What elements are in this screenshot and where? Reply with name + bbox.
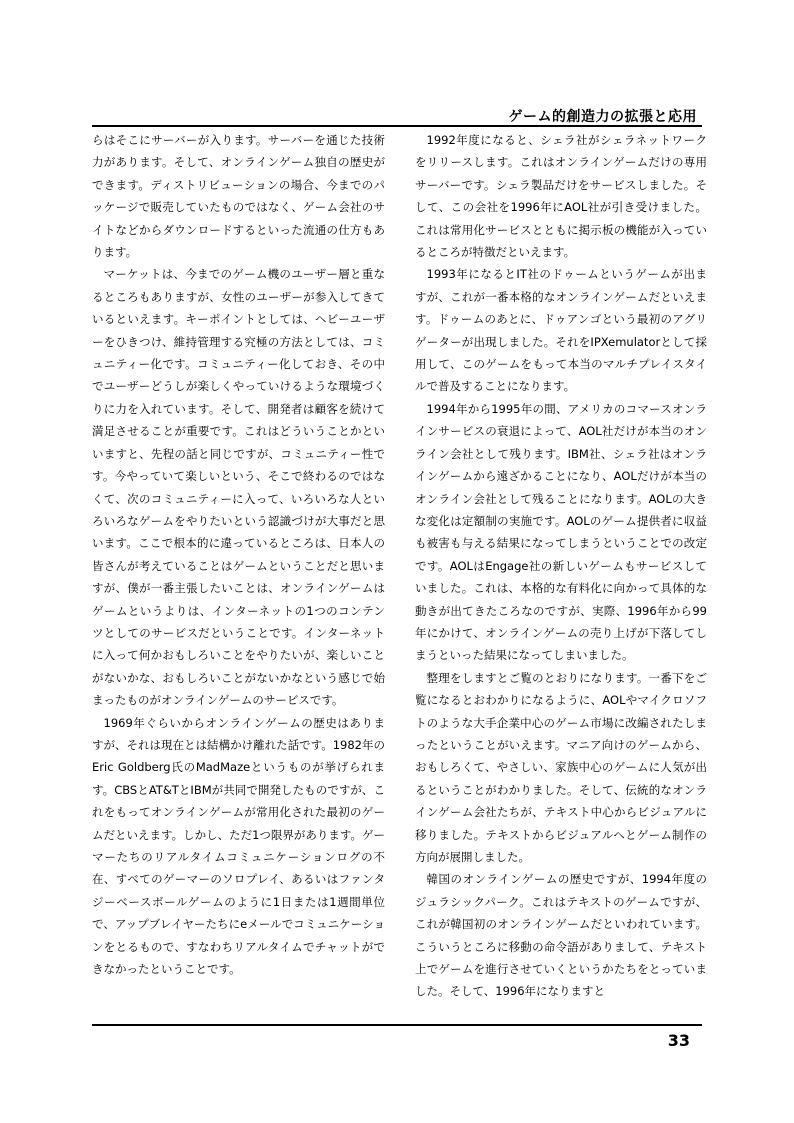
page-header-title: ゲーム的創造力の拡張と応用	[508, 109, 697, 125]
paragraph: らはそこにサーバーが入ります。サーバーを通じた技術力があります。そして、オンラインゲーム独自の歴史ができます。ディストリビューションの場合、今までのパッケージで販売していたものではなく、ゲーム会社のサイトなどからダウンロードするといった流通の仕方もあります。	[92, 133, 385, 260]
left-column	[92, 129, 385, 980]
paragraph: 韓国のオンラインゲームの歴史ですが、1994年度のジュラシックパーク。これはテキストのゲームですが、これが韓国初のオンラインゲームだといわれています。こういうところに移動の命令語がありまして、テキスト上でゲームを進行させていくというかたちをとっていました。そして、1996年になりますと	[415, 872, 707, 999]
paragraph: 1993年になるとIT社のドゥームというゲームが出ますが、これが一番本格的なオンラインゲームだといえます。ドゥームのあとに、ドゥアンゴという最初のアグリゲーターが出現しました。それをIPXemulatorとして採用して、このゲームをもって本当のマルチプレイスタイルで普及することになります。	[415, 267, 707, 394]
page-number: 33	[667, 1031, 690, 1050]
footer-rule	[92, 1024, 702, 1026]
paragraph: 1994年から1995年の間、アメリカのコマースオンラインサービスの衰退によって、AOL社だけが本当のオンライン会社として残ります。IBM社、シェラ社はオンラインゲームから遠ざかることになり、AOLだけが本当のオンライン会社として残ることになります。AOLの大きな変化は定額制の実施です。AOLのゲーム提供者に収益も被害も与える結果になってしまうということでの改定です。AOLはEngage社の新しいゲームもサービスしていました。これは、本格的な有料化に向かって具体的な動きが出てきたころなのですが、実際、1996年から99年にかけて、オンラインゲームの売り上げが下落してしまうといった結果になってしまいました。	[415, 401, 707, 663]
paragraph: 整理をしますとご覧のとおりになります。一番下をご覧になるとおわかりになるように、AOLやマイクロソフトのような大手企業中心のゲーム市場に改編されたしまったということがいえます。マニア向けのゲームから、おもしろくて、やさしい、家族中心のゲームに人気が出るということがわかりました。そして、伝統的なオンラインゲーム会社たちが、テキスト中心からビジュアルに移りました。テキストからビジュアルへとゲーム制作の方向が展開しました。	[415, 670, 707, 864]
paragraph: マーケットは、今までのゲーム機のユーザー層と重なるところもありますが、女性のユーザーが参入してきているといえます。キーポイントとしては、ヘビーユーザーをひきつけ、維持管理する究極の方法としては、コミュニティー化です。コミュニティー化しておき、その中でユーザーどうしが楽しくやっていけるような環境づくりに力を入れています。そして、開発者は顧客を続けて満足させることが重要です。これはどういうことかといいますと、先程の話と同じですが、コミュニティー性です。今やっていて楽しいという、そこで終わるのではなくて、次のコミュニティーに入って、いろいろな人といろいろなゲームをやりたいという認識づけが大事だと思います。ここで根本的に違っているところは、日本人の皆さんが考えていることはゲームということだと思いますが、僕が一番主張したいことは、オンラインゲームはゲームというよりは、インターネットの1つのコンテンツとしてのサービスだということです。インターネットに入って何かおもしろいことをやりたいが、楽しいことがないかな、おもしろいことがないかなという感じで始まったものがオンラインゲームのサービスです。	[92, 267, 385, 708]
right-column	[415, 129, 707, 1003]
paragraph: 1992年度になると、シェラ社がシェラネットワークをリリースします。これはオンラインゲームだけの専用サーバーです。シェラ製品だけをサービスしました。そして、この会社を1996年にAOL社が引き受けました。これは常用化サービスとともに掲示板の機能が入っているところが特徴だといえます。	[415, 133, 707, 260]
header-rule	[92, 125, 702, 127]
paragraph: 1969年ぐらいからオンラインゲームの歴史はありますが、それは現在とは結構かけ離れた話です。1982年のEric Goldberg氏のMadMazeというものが挙げられます。CBSとAT&TとIBMが共同で開発したものですが、これをもってオンラインゲームが常用化された最初のゲームだといえます。しかし、ただ1つ限界があります。ゲーマーたちのリアルタイムコミュニケーションログの不在、すべてのゲーマーのソロプレイ、あるいはファンタジーベースボールゲームのように1日または1週間単位で、アップブレイヤーたちにeメールでコミュニケーションをとるもので、すなわちリアルタイムでチャットができなかったということです。	[92, 715, 385, 977]
